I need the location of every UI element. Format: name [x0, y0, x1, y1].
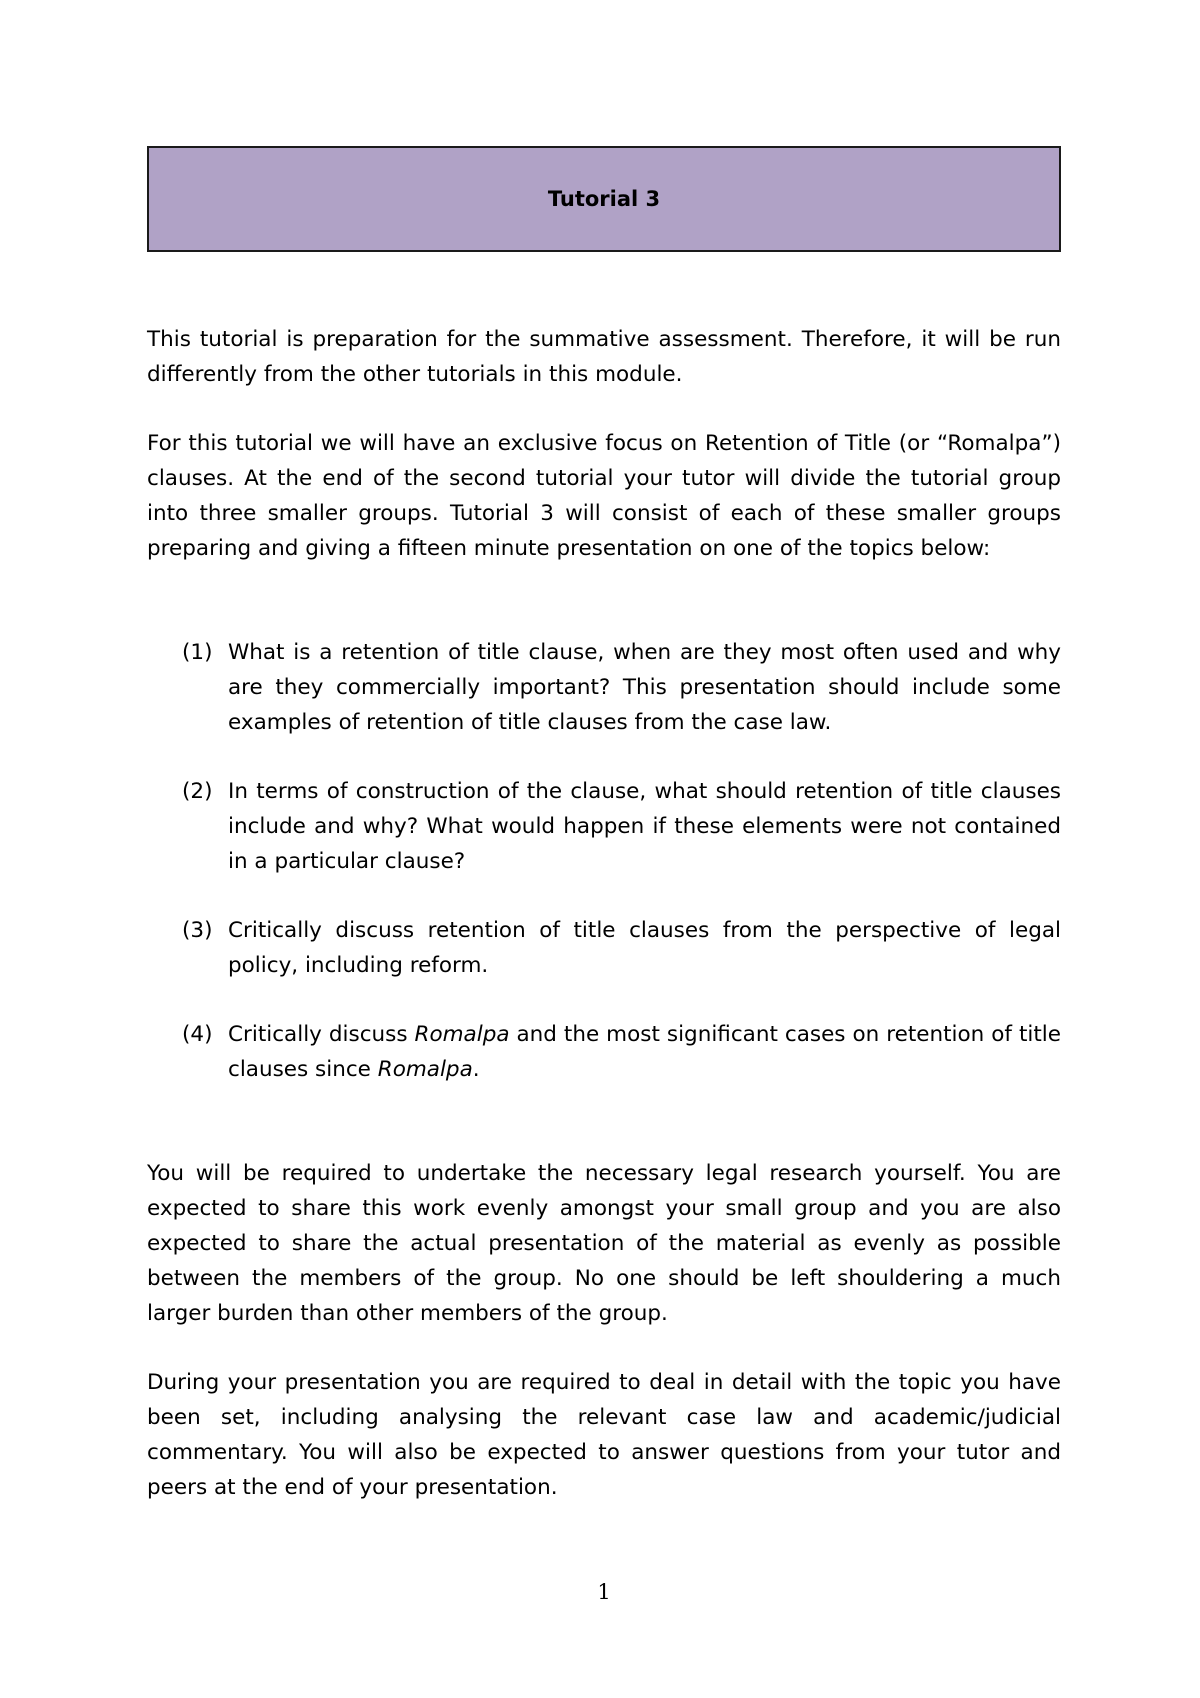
focus-paragraph: For this tutorial we will have an exclusive focus on Retention of Title (or “Romalpa”) clauses. At the end of the second tutorial your tutor will divide the tutorial group into three smaller groups. Tutorial 3 will consist of each of these smaller groups preparing and giving a fifteen minute presentation on one of the topics below:: [147, 431, 1061, 561]
title-box: [147, 146, 1061, 252]
topic-number: (2): [182, 779, 213, 804]
topic-text: [228, 1017, 1061, 1087]
topics-list: [147, 635, 1061, 1087]
list-item-topic-2: [182, 774, 1061, 879]
body-text: [147, 322, 1061, 1539]
topic-text-part: and the most significant cases on retention of title clauses since: [228, 1022, 1061, 1082]
presentation-paragraph: During your presentation you are required to deal in detail with the topic you have been set, including analysing the relevant case law and academic/judicial commentary. You will also be expected to answer questions from your tutor and peers at the end of your presentation.: [147, 1370, 1061, 1500]
topic-text-part: Critically discuss: [228, 1022, 415, 1047]
list-item-topic-3: [182, 913, 1061, 983]
topic-text: What is a retention of title clause, when are they most often used and why are they commercially important? This presentation should include some examples of retention of title clauses from the case law.: [228, 640, 1061, 735]
topic-text: Critically discuss retention of title clauses from the perspective of legal policy, including reform.: [228, 918, 1061, 978]
topic-number: (1): [182, 640, 213, 665]
intro-paragraph: This tutorial is preparation for the summative assessment. Therefore, it will be run differently from the other tutorials in this module.: [147, 327, 1061, 387]
topic-text-part: .: [472, 1057, 480, 1082]
research-paragraph: You will be required to undertake the necessary legal research yourself. You are expected to share this work evenly amongst your small group and you are also expected to share the actual presentation of the material as evenly as possible between the members of the group. No one should be left shouldering a much larger burden than other members of the group.: [147, 1161, 1061, 1326]
list-item-topic-4: [182, 1017, 1061, 1087]
case-name-romalpa: Romalpa: [414, 1022, 510, 1047]
topic-text: In terms of construction of the clause, what should retention of title clauses include and why? What would happen if these elements were not contained in a particular clause?: [228, 779, 1061, 874]
case-name-romalpa: Romalpa: [377, 1057, 473, 1082]
topic-number: (3): [182, 918, 213, 943]
page-number: 1: [597, 1580, 611, 1604]
list-item-topic-1: [182, 635, 1061, 740]
document-page: [147, 0, 1061, 1698]
topic-number: (4): [182, 1022, 213, 1047]
page-title: Tutorial 3: [547, 187, 661, 211]
